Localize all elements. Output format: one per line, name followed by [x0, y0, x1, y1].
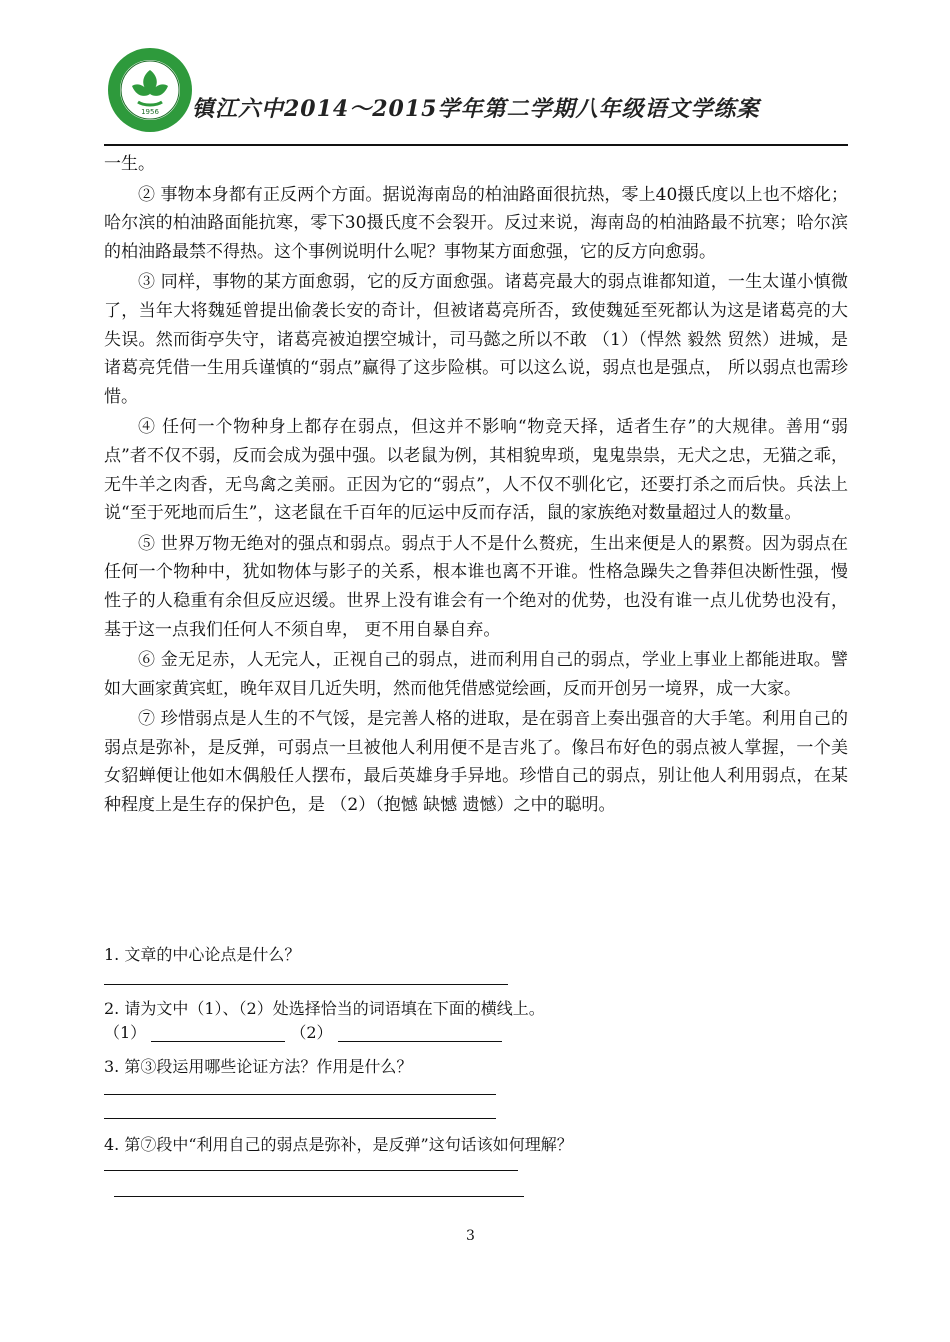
- question-1: 1. 文章的中心论点是什么？: [104, 945, 301, 964]
- paragraph-4: ④ 任何一个物种身上都存在弱点，但这并不影响“物竞天择，适者生存”的大规律。善用“弱点”者不仅不弱，反而会成为强中强。以老鼠为例，其相貌卑琐，鬼鬼祟祟，无犬之忠，无猫之乖，无牛羊之肉香，无鸟禽之美丽。正因为它的“弱点”，人不仅不驯化它，还要打杀之而后快。兵法上说“至于死地而后生”，这老鼠在千百年的厄运中反而存活，鼠的家族绝对数量超过人的数量。: [104, 417, 848, 524]
- emblem-year: 1956: [141, 108, 159, 116]
- blank-1-line[interactable]: [151, 1041, 285, 1042]
- question-4: 4. 第⑦段中“利用自己的弱点是弥补，是反弹”这句话该如何理解？: [104, 1135, 573, 1154]
- answer-line-q4-1[interactable]: [104, 1170, 518, 1171]
- question-2-blanks: [104, 1020, 502, 1043]
- answer-line-q3-1[interactable]: [104, 1094, 496, 1095]
- answer-line-q1[interactable]: [104, 984, 508, 985]
- question-2: 2. 请为文中（1）、（2）处选择恰当的词语填在下面的横线上。: [104, 999, 545, 1018]
- paragraph-2: ② 事物本身都有正反两个方面。据说海南岛的柏油路面很抗热，零上40摄氏度以上也不熔化；哈尔滨的柏油路面能抗寒，零下30摄氏度不会裂开。反过来说，海南岛的柏油路最不抗寒；哈尔滨的柏油路最禁不得热。这个事例说明什么呢？事物某方面愈强，它的反方向愈弱。: [104, 184, 848, 262]
- page-header-title: 镇江六中2014～2015学年第二学期八年级语文学练案: [192, 96, 760, 122]
- blank-2-line[interactable]: [338, 1041, 502, 1042]
- paragraph-7: ⑦ 珍惜弱点是人生的不气馁，是完善人格的进取，是在弱音上奏出强音的大手笔。利用自己的弱点是弥补，是反弹，可弱点一旦被他人利用便不是吉兆了。像吕布好色的弱点被人掌握，一个美女貂蝉便让他如木偶般任人摆布，最后英雄身手异地。珍惜自己的弱点，别让他人利用弱点，在某种程度上是生存的保护色，是 （2）（抱憾 缺憾 遗憾）之中的聪明。: [104, 709, 848, 816]
- page-number: 3: [466, 1228, 475, 1244]
- answer-line-q4-2[interactable]: [114, 1196, 524, 1197]
- blank-2-label: （2）: [290, 1023, 333, 1042]
- question-3: 3. 第③段运用哪些论证方法？作用是什么？: [104, 1057, 413, 1076]
- answer-line-q3-2[interactable]: [104, 1118, 496, 1119]
- article-body: [104, 150, 848, 822]
- page-header: [100, 40, 848, 140]
- paragraph-continuation: 一生。: [104, 154, 155, 174]
- paragraph-3: ③ 同样，事物的某方面愈弱，它的反方面愈强。诸葛亮最大的弱点谁都知道，一生太谨小慎微了，当年大将魏延曾提出偷袭长安的奇计，但被诸葛亮所否，致使魏延至死都认为这是诸葛亮的大失误。然而街亭失守，诸葛亮被迫摆空城计，司马懿之所以不敢 （1）（悍然 毅然 贸然）进城，是诸葛亮凭借一生用兵谨慎的“弱点”赢得了这步险棋。可以这么说，弱点也是强点， 所以弱点也需珍惜。: [104, 272, 848, 407]
- school-emblem-icon: [106, 46, 194, 134]
- header-divider: [104, 144, 848, 146]
- blank-1-label: （1）: [104, 1023, 147, 1042]
- paragraph-6: ⑥ 金无足赤，人无完人，正视自己的弱点，进而利用自己的弱点，学业上事业上都能进取。譬如大画家黄宾虹，晚年双目几近失明，然而他凭借感觉绘画，反而开创另一境界，成一大家。: [104, 650, 848, 699]
- paragraph-5: ⑤ 世界万物无绝对的强点和弱点。弱点于人不是什么赘疣，生出来便是人的累赘。因为弱点在任何一个物种中，犹如物体与影子的关系，根本谁也离不开谁。性格急躁失之鲁莽但决断性强，慢性子的人稳重有余但反应迟缓。世界上没有谁会有一个绝对的优势，也没有谁一点儿优势也没有， 基于这一点我们任何人不须自卑， 更不用自暴自弃。: [104, 533, 848, 640]
